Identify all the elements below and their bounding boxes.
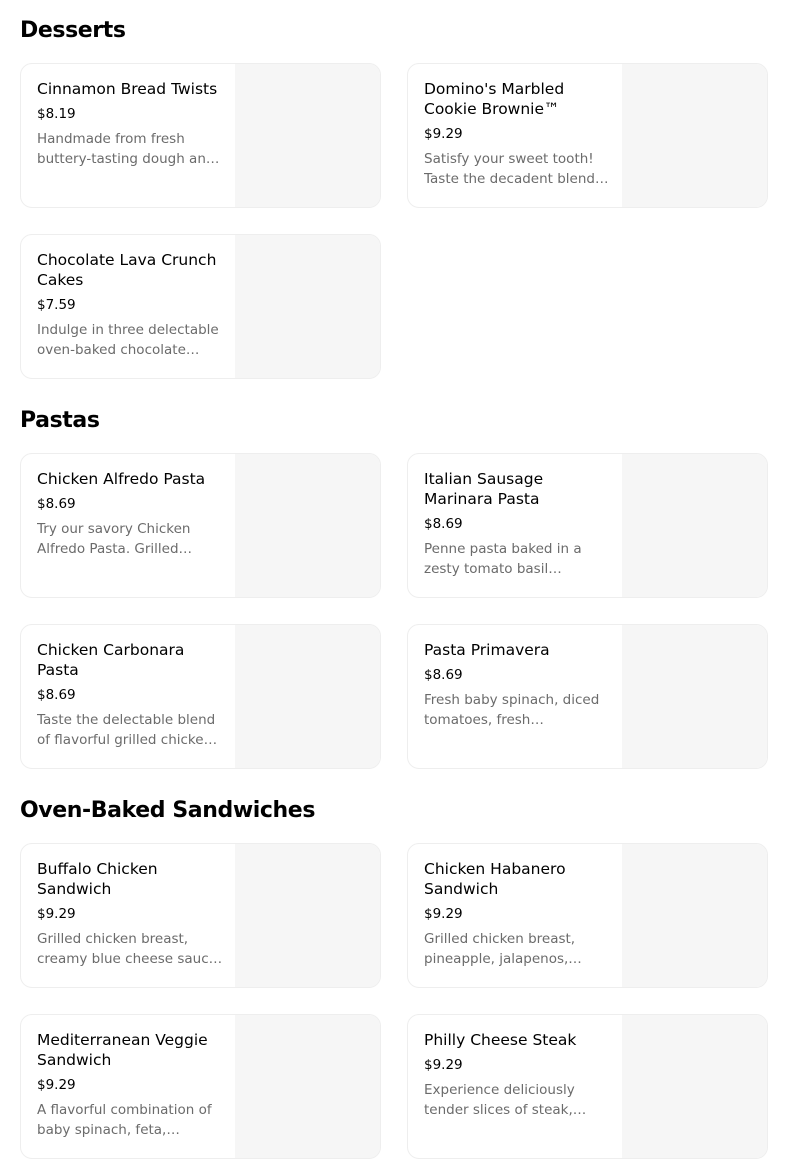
menu-item-card[interactable]: [20, 624, 381, 769]
item-price: $9.29: [37, 906, 76, 922]
item-price: $9.29: [424, 126, 463, 142]
section-title-oven-baked-sandwiches: Oven-Baked Sandwiches: [20, 798, 316, 823]
item-price: $9.29: [37, 1077, 76, 1093]
item-price: $8.19: [37, 106, 76, 122]
menu-item-card[interactable]: [20, 63, 381, 208]
item-image-placeholder: [235, 235, 380, 378]
item-price: $8.69: [424, 667, 463, 683]
menu-item-card[interactable]: [20, 843, 381, 988]
item-price: $9.29: [424, 906, 463, 922]
item-name: Buffalo Chicken Sandwich: [37, 860, 158, 898]
item-description: Grilled chicken breast, pineapple, jalapenos,: [424, 931, 576, 967]
menu-item-card[interactable]: [407, 624, 768, 769]
item-description: Fresh baby spinach, diced tomatoes, fresh: [424, 692, 600, 728]
item-price: $8.69: [424, 516, 463, 532]
menu-item-card[interactable]: [407, 1014, 768, 1159]
item-name: Pasta Primavera: [424, 641, 550, 659]
section-title-pastas: Pastas: [20, 408, 100, 433]
item-description: Grilled chicken breast, creamy blue cheese sauce,: [37, 931, 222, 967]
item-name: Philly Cheese Steak: [424, 1031, 577, 1049]
item-image-placeholder: [622, 844, 767, 987]
menu-item-card[interactable]: [407, 63, 768, 208]
item-price: $8.69: [37, 496, 76, 512]
item-name: Mediterranean Veggie Sandwich: [37, 1031, 208, 1069]
item-name: Domino's Marbled Cookie Brownie™: [424, 80, 565, 118]
item-description: Taste the delectable blend of flavorful grilled chicken: [37, 712, 216, 748]
menu-item-card[interactable]: [20, 1014, 381, 1159]
menu-item-card[interactable]: [407, 843, 768, 988]
item-price: $7.59: [37, 297, 76, 313]
menu-item-card[interactable]: [407, 453, 768, 598]
item-image-placeholder: [622, 64, 767, 207]
item-description: Handmade from fresh buttery-tasting dough and: [37, 131, 215, 167]
item-name: Chocolate Lava Crunch Cakes: [37, 251, 217, 289]
item-name: Chicken Alfredo Pasta: [37, 470, 206, 488]
item-name: Chicken Habanero Sandwich: [424, 860, 566, 898]
menu-item-card[interactable]: [20, 453, 381, 598]
item-image-placeholder: [235, 844, 380, 987]
item-description: Try our savory Chicken Alfredo Pasta. Grilled: [37, 521, 191, 557]
item-name: Italian Sausage Marinara Pasta: [424, 470, 544, 508]
item-image-placeholder: [622, 625, 767, 768]
item-name: Cinnamon Bread Twists: [37, 80, 218, 98]
item-name: Chicken Carbonara Pasta: [37, 641, 185, 679]
item-description: Experience deliciously tender slices of steak,: [424, 1082, 575, 1118]
item-description: Penne pasta baked in a zesty tomato basil: [424, 541, 582, 577]
item-description: A flavorful combination of baby spinach, feta,: [37, 1102, 212, 1138]
item-image-placeholder: [235, 1015, 380, 1158]
section-title-desserts: Desserts: [20, 18, 126, 43]
item-image-placeholder: [235, 454, 380, 597]
item-price: $8.69: [37, 687, 76, 703]
item-image-placeholder: [235, 64, 380, 207]
item-image-placeholder: [622, 1015, 767, 1158]
item-description: Satisfy your sweet tooth! Taste the decadent blend: [424, 151, 595, 187]
menu-item-card[interactable]: [20, 234, 381, 379]
item-description: Indulge in three delectable oven-baked chocolate: [37, 322, 219, 358]
item-price: $9.29: [424, 1057, 463, 1073]
item-image-placeholder: [622, 454, 767, 597]
item-image-placeholder: [235, 625, 380, 768]
